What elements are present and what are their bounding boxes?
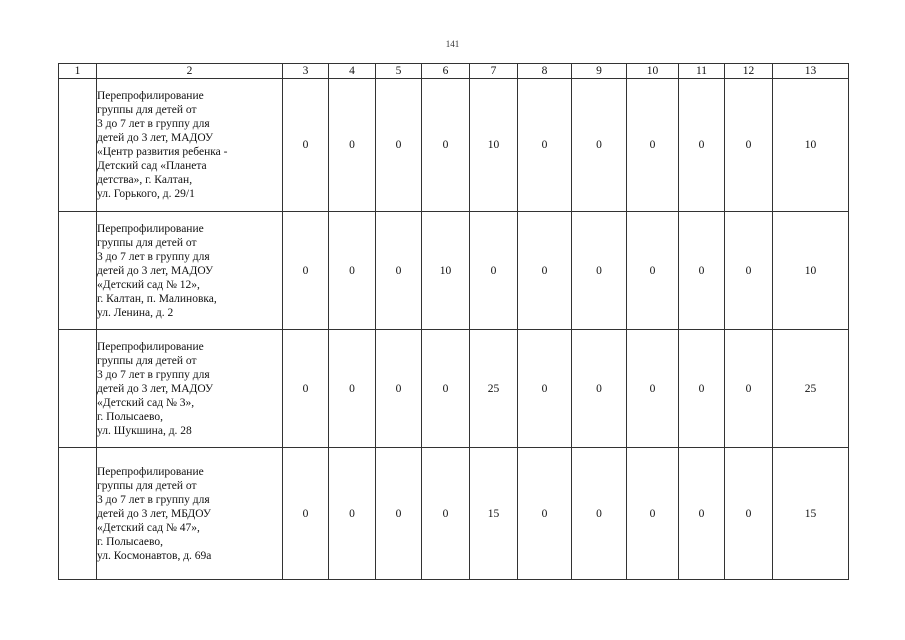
value-cell: 0 <box>422 330 470 448</box>
value-cell: 0 <box>376 330 422 448</box>
value-cell: 0 <box>679 330 725 448</box>
column-header: 13 <box>773 64 849 79</box>
table-row <box>59 79 849 212</box>
value-cell: 0 <box>283 79 329 212</box>
description-line: Перепрофилирование <box>97 465 204 478</box>
description-line: ул. Космонавтов, д. 69а <box>97 549 212 562</box>
value-cell: 0 <box>376 79 422 212</box>
description-line: 3 до 7 лет в группу для <box>97 250 210 263</box>
value-cell: 0 <box>422 79 470 212</box>
column-header: 5 <box>376 64 422 79</box>
description-line: группы для детей от <box>97 354 197 367</box>
description-line: детства», г. Калтан, <box>97 174 193 186</box>
row-index-cell <box>59 330 97 448</box>
description-cell <box>97 212 283 330</box>
value-cell: 0 <box>329 212 376 330</box>
column-header: 1 <box>59 64 97 79</box>
value-cell: 10 <box>773 212 849 330</box>
row-index-cell <box>59 79 97 212</box>
column-header: 12 <box>725 64 773 79</box>
description-line: Перепрофилирование <box>97 90 204 102</box>
value-cell: 0 <box>679 448 725 580</box>
value-cell: 0 <box>422 448 470 580</box>
value-cell: 0 <box>679 212 725 330</box>
value-cell: 0 <box>376 212 422 330</box>
table-row <box>59 448 849 580</box>
description-line: «Детский сад № 3», <box>97 396 195 409</box>
value-cell: 0 <box>725 212 773 330</box>
description-line: 3 до 7 лет в группу для <box>97 368 210 381</box>
value-cell: 0 <box>518 212 572 330</box>
value-cell: 0 <box>283 330 329 448</box>
value-cell: 0 <box>627 448 679 580</box>
value-cell: 25 <box>470 330 518 448</box>
value-cell: 0 <box>725 330 773 448</box>
value-cell: 0 <box>725 79 773 212</box>
column-header: 10 <box>627 64 679 79</box>
value-cell: 0 <box>679 79 725 212</box>
value-cell: 0 <box>283 448 329 580</box>
description-line: 3 до 7 лет в группу для <box>97 118 210 130</box>
description-line: г. Полысаево, <box>97 535 163 548</box>
column-header: 8 <box>518 64 572 79</box>
value-cell: 0 <box>627 212 679 330</box>
description-line: группы для детей от <box>97 236 197 249</box>
description-line: Перепрофилирование <box>97 222 204 235</box>
description-line: «Детский сад № 47», <box>97 521 200 534</box>
description-cell <box>97 330 283 448</box>
description-line: Детский сад «Планета <box>97 160 207 172</box>
value-cell: 10 <box>470 79 518 212</box>
value-cell: 15 <box>773 448 849 580</box>
row-index-cell <box>59 212 97 330</box>
value-cell: 0 <box>572 79 627 212</box>
value-cell: 0 <box>518 330 572 448</box>
value-cell: 0 <box>725 448 773 580</box>
description-line: «Детский сад № 12», <box>97 278 200 291</box>
page-number: 141 <box>445 39 460 49</box>
column-header: 4 <box>329 64 376 79</box>
column-header: 7 <box>470 64 518 79</box>
description-line: ул. Ленина, д. 2 <box>97 306 174 319</box>
description-line: детей до 3 лет, МБДОУ <box>97 507 212 520</box>
value-cell: 0 <box>470 212 518 330</box>
value-cell: 0 <box>572 330 627 448</box>
description-line: г. Калтан, п. Малиновка, <box>97 292 217 305</box>
description-line: Перепрофилирование <box>97 340 204 353</box>
description-line: группы для детей от <box>97 104 197 116</box>
description-cell <box>97 79 283 212</box>
value-cell: 25 <box>773 330 849 448</box>
value-cell: 0 <box>627 330 679 448</box>
value-cell: 0 <box>329 79 376 212</box>
description-line: ул. Шукшина, д. 28 <box>97 424 192 437</box>
value-cell: 0 <box>627 79 679 212</box>
description-line: детей до 3 лет, МАДОУ <box>97 264 214 277</box>
value-cell: 15 <box>470 448 518 580</box>
value-cell: 0 <box>518 448 572 580</box>
value-cell: 0 <box>572 212 627 330</box>
value-cell: 0 <box>572 448 627 580</box>
column-header: 9 <box>572 64 627 79</box>
description-line: ул. Горького, д. 29/1 <box>97 188 195 200</box>
column-header: 11 <box>679 64 725 79</box>
row-index-cell <box>59 448 97 580</box>
value-cell: 0 <box>329 448 376 580</box>
value-cell: 0 <box>283 212 329 330</box>
description-line: 3 до 7 лет в группу для <box>97 493 210 506</box>
column-header: 2 <box>97 64 283 79</box>
description-cell <box>97 448 283 580</box>
column-header: 6 <box>422 64 470 79</box>
description-line: «Центр развития ребенка - <box>97 146 228 158</box>
value-cell: 0 <box>376 448 422 580</box>
table-header-row <box>59 64 849 79</box>
description-line: детей до 3 лет, МАДОУ <box>97 132 214 144</box>
description-line: г. Полысаево, <box>97 410 163 423</box>
value-cell: 10 <box>773 79 849 212</box>
value-cell: 0 <box>329 330 376 448</box>
data-table <box>58 63 849 580</box>
table-row <box>59 212 849 330</box>
description-line: группы для детей от <box>97 479 197 492</box>
description-line: детей до 3 лет, МАДОУ <box>97 382 214 395</box>
column-header: 3 <box>283 64 329 79</box>
value-cell: 0 <box>518 79 572 212</box>
table-row <box>59 330 849 448</box>
value-cell: 10 <box>422 212 470 330</box>
